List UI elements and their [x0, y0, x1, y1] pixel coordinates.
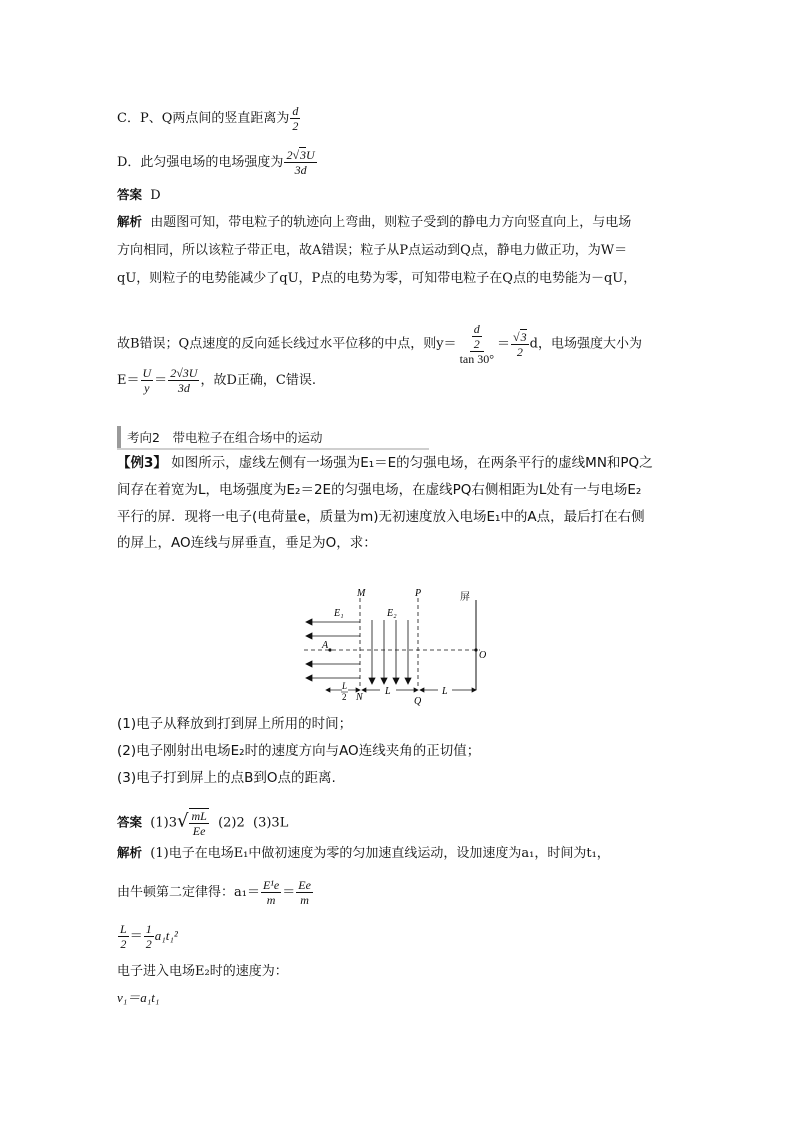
section-title: 考向2 带电粒子在组合场中的运动 — [127, 430, 323, 445]
example-3-line-1: 【例3】 如图所示，虚线左侧有一场强为E₁＝E的匀强电场，在两条平行的虚线MN和PQ之 — [117, 455, 653, 471]
accel-fraction-1: $\frac{\text{E¹e}}{m}$ — [262, 878, 280, 907]
question-3: (3)电子打到屏上的点B到O点的距离. — [117, 770, 336, 786]
analysis-1-line-3: qU，则粒子的电势能减少了qU，P点的电势为零，可知带电粒子在Q点的电势能为－qU， — [117, 271, 637, 286]
label-e2: E₂ — [387, 608, 397, 619]
label-m: M — [357, 588, 366, 599]
label-a: A — [322, 640, 329, 651]
analysis-1-line-4: 故B错误；Q点速度的反向延长线过水平位移的中点，则y＝ $\frac{\frac{d}{2}}{\tan 30^\circ}$ ＝ $\frac{√3}{2}$ d，电场强度大小为 — [117, 322, 642, 366]
question-1: (1)电子从释放到打到屏上所用的时间； — [117, 716, 353, 732]
answer-value: D — [150, 188, 161, 203]
label-l-2: L — [442, 686, 448, 697]
e2-field-lines — [369, 620, 411, 684]
option-d-fraction: $\frac{2√3U}{3d}$ — [286, 148, 315, 177]
question-2: (2)电子刚射出电场E₂时的速度方向与AO连线夹角的正切值； — [117, 743, 481, 759]
half-fraction: $\frac{1}{2}$ — [145, 922, 152, 951]
option-d-text: D．此匀强电场的电场强度为 — [117, 155, 284, 170]
label-p: P — [415, 588, 422, 599]
answer-1 — [117, 185, 161, 206]
option-c-fraction: $\frac{d}{2}$ — [292, 104, 299, 133]
analysis-1-line-5: E＝ $\frac{U}{y}$ ＝ $\frac{2√3U}{3d}$ ，故D正确，C错误. — [117, 366, 316, 395]
analysis-1-line-1: 解析 由题图可知，带电粒子的轨迹向上弯曲，则粒子受到的静电力方向竖直向上，与电场 — [117, 214, 632, 230]
label-half-l-den: 2 — [342, 692, 347, 702]
example-3-line-3: 平行的屏．现将一电子(电荷量e，质量为m)无初速度放入电场E₁中的A点，最后打在右侧 — [117, 509, 645, 525]
field-diagram — [300, 586, 500, 706]
option-d — [117, 148, 318, 177]
label-o: O — [479, 650, 487, 661]
root3-fraction: $\frac{√3}{2}$ — [513, 329, 527, 359]
accel-fraction-2: $\frac{Ee}{m}$ — [298, 878, 311, 907]
label-half-l-num: L — [342, 681, 348, 691]
dimension-lines — [326, 688, 476, 692]
analysis-2-line-4: 电子进入电场E₂时的速度为： — [117, 964, 288, 979]
analysis-2-line-1: 解析 (1)电子在电场E₁中做初速度为零的匀加速直线运动，设加速度为a₁，时间为t₁， — [117, 845, 610, 861]
analysis-2-line-5: v₁＝a₁t₁ — [117, 990, 160, 1005]
label-q: Q — [414, 696, 422, 706]
section-bar — [117, 426, 121, 448]
label-screen: 屏 — [460, 592, 470, 603]
analysis-1-line-2: 方向相同，所以该粒子带正电，故A错误；粒子从P点运动到Q点，静电力做正功，为W＝ — [117, 243, 628, 258]
section-header — [117, 426, 429, 450]
root-fraction: $\frac{mL}{Ee}$ — [191, 809, 207, 838]
label-n: N — [356, 692, 363, 703]
answer-label: 答案 — [117, 187, 143, 202]
label-l-1: L — [385, 686, 391, 697]
option-c — [117, 104, 301, 133]
u-over-y: $\frac{U}{y}$ — [142, 366, 152, 395]
analysis-2-line-2: 由牛顿第二定律得：a₁＝ $\frac{\text{E¹e}}{m}$ ＝ $\frac{Ee}{m}$ — [117, 878, 311, 907]
label-e1: E₁ — [334, 608, 344, 619]
example-3-line-2: 间存在着宽为L，电场强度为E₂＝2E的匀强电场，在虚线PQ右侧相距为L处有一与电场E₂ — [117, 482, 642, 498]
answer-2: 答案 (1)3√ $\frac{mL}{Ee}$ (2)2 (3)3L — [117, 809, 289, 838]
y-fraction: $\frac{\frac{d}{2}}{\tan 30^\circ}$ — [459, 322, 495, 366]
half-l-fraction: $\frac{L}{2}$ — [120, 922, 127, 951]
field-fraction: $\frac{2√3U}{3d}$ — [170, 366, 198, 395]
example-tag: 【例3】 — [117, 455, 167, 471]
option-c-text: C．P、Q两点间的竖直距离为 — [117, 111, 290, 126]
example-3-line-4: 的屏上，AO连线与屏垂直，垂足为O，求： — [117, 535, 377, 551]
analysis-2-line-3: $\frac{L}{2}$ ＝ $\frac{1}{2}$ a₁t₁² — [120, 922, 178, 951]
point-a — [328, 648, 331, 651]
